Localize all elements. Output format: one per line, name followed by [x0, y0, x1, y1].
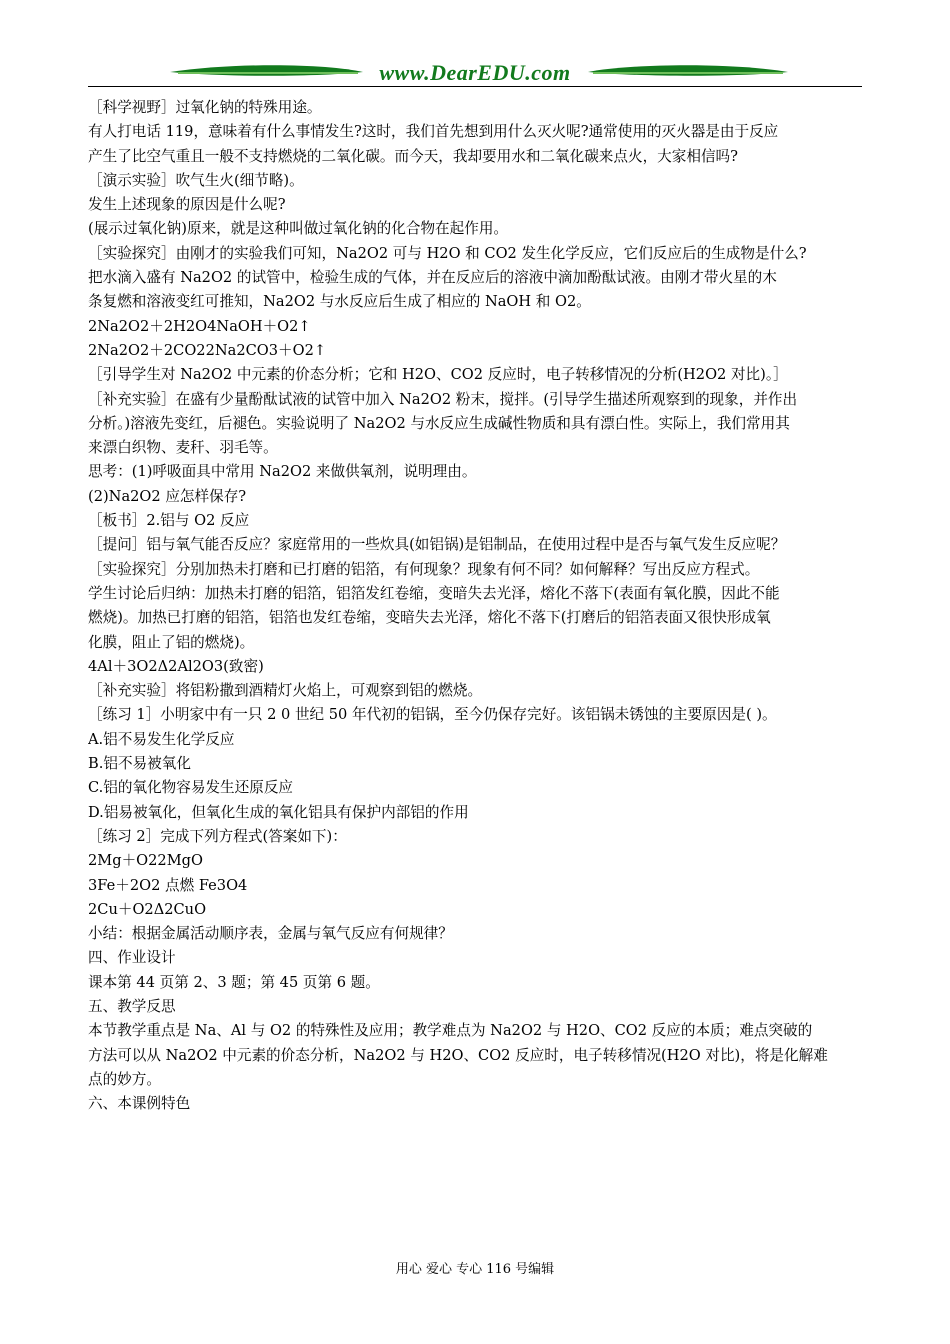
- text-line: 本节教学重点是 Na、Al 与 O2 的特殊性及应用；教学难点为 Na2O2 与 H2O、CO2 反应的本质；难点突破的: [88, 1022, 813, 1040]
- text-line: ［板书］2.铝与 O2 反应: [88, 512, 250, 530]
- text-line: ［练习 2］完成下列方程式(答案如下)：: [88, 827, 347, 845]
- text-line: 课本第 44 页第 2、3 题；第 45 页第 6 题。: [88, 973, 380, 991]
- equation-line: 2Na2O2＋2CO22Na2CO3＋O2↑: [88, 341, 327, 359]
- text-line: 学生讨论后归纳：加热未打磨的铝箔，铝箔发红卷缩，变暗失去光泽，熔化不落下(表面有氧化膜，因此不能: [88, 584, 780, 602]
- text-line: 来漂白织物、麦秆、羽毛等。: [88, 439, 278, 457]
- equation-line: 4Al＋3O2Δ2Al2O3(致密): [88, 657, 264, 675]
- option-line: C.铝的氧化物容易发生还原反应: [88, 779, 294, 797]
- text-line: ［科学视野］过氧化钠的特殊用途。: [88, 99, 322, 116]
- header-divider: [88, 86, 862, 87]
- text-line: 有人打电话 119，意味着有什么事情发生?这时，我们首先想到用什么灭火呢?通常使用的灭火器是由于反应: [88, 123, 779, 141]
- option-line: A.铝不易发生化学反应: [88, 730, 235, 748]
- text-line: (展示过氧化钠)原来，就是这种叫做过氧化钠的化合物在起作用。: [88, 220, 509, 238]
- text-line: ［练习 1］小明家中有一只 2 0 世纪 50 年代初的铝锅，至今仍保存完好。该铝锅未锈蚀的主要原因是( )。: [88, 706, 777, 724]
- equation-line: 2Na2O2＋2H2O4NaOH＋O2↑: [88, 317, 311, 335]
- text-line: ［实验探究］由刚才的实验我们可知，Na2O2 可与 H2O 和 CO2 发生化学反应，它们反应后的生成物是什么?: [88, 244, 807, 262]
- section-heading: 四、作业设计: [88, 949, 176, 967]
- text-line: (2)Na2O2 应怎样保存?: [88, 487, 247, 505]
- text-line: ［补充实验］将铝粉撒到酒精灯火焰上，可观察到铝的燃烧。: [88, 682, 483, 700]
- text-line: 把水滴入盛有 Na2O2 的试管中，检验生成的气体，并在反应后的溶液中滴加酚酞试液。由刚才带火星的木: [88, 269, 777, 287]
- text-line: ［补充实验］在盛有少量酚酞试液的试管中加入 Na2O2 粉末，搅拌。(引导学生描述所观察到的现象，并作出: [88, 390, 798, 408]
- text-line: 化膜，阻止了铝的燃烧)。: [88, 633, 255, 651]
- section-heading: 五、教学反思: [88, 997, 176, 1015]
- text-line: ［演示实验］吹气生火(细节略)。: [88, 171, 304, 189]
- document-body: [88, 96, 864, 1116]
- text-line: 产生了比空气重且一般不支持燃烧的二氧化碳。而今天，我却要用水和二氧化碳来点火，大家相信吗?: [88, 147, 738, 165]
- text-line: 小结：根据金属活动顺序表，金属与氧气反应有何规律？: [88, 925, 453, 943]
- equation-line: 2Cu＋O2Δ2CuO: [88, 900, 207, 918]
- equation-line: 2Mg＋O22MgO: [88, 852, 203, 870]
- text-line: ［引导学生对 Na2O2 中元素的价态分析；它和 H2O、CO2 反应时，电子转移情况的分析(H2O2 对比)。］: [88, 366, 788, 384]
- text-line: ［提问］铝与氧气能否反应？家庭常用的一些炊具(如铝锅)是铝制品，在使用过程中是否与氧气发生反应呢？: [88, 536, 786, 554]
- option-line: B.铝不易被氧化: [88, 755, 191, 773]
- equation-line: 3Fe＋2O2 点燃 Fe3O4: [88, 876, 248, 894]
- text-line: 分析。)溶液先变红，后褪色。实验说明了 Na2O2 与水反应生成碱性物质和具有漂白性。实际上，我们常用其: [88, 414, 790, 432]
- page-footer: 用心 爱心 专心 116 号编辑: [395, 1262, 555, 1277]
- text-line: 点的妙方。: [88, 1070, 161, 1088]
- section-heading: 六、本课例特色: [88, 1095, 191, 1113]
- site-logo: www.DearEDU.com: [379, 60, 571, 85]
- text-line: 发生上述现象的原因是什么呢?: [88, 196, 286, 214]
- page-header: [88, 58, 862, 90]
- text-line: 思考：(1)呼吸面具中常用 Na2O2 来做供氧剂，说明理由。: [88, 463, 477, 481]
- option-line: D.铝易被氧化，但氧化生成的氧化铝具有保护内部铝的作用: [88, 803, 469, 821]
- text-line: 方法可以从 Na2O2 中元素的价态分析，Na2O2 与 H2O、CO2 反应时，电子转移情况(H2O 对比)，将是化解难: [88, 1046, 828, 1064]
- text-line: 燃烧)。加热已打磨的铝箔，铝箔也发红卷缩，变暗失去光泽，熔化不落下(打磨后的铝箔表面又很快形成氧: [88, 609, 771, 627]
- text-line: ［实验探究］分别加热未打磨和已打磨的铝箔，有何现象？现象有何不同？如何解释？写出反应方程式。: [88, 560, 760, 578]
- text-line: 条复燃和溶液变红可推知，Na2O2 与水反应后生成了相应的 NaOH 和 O2。: [88, 293, 591, 311]
